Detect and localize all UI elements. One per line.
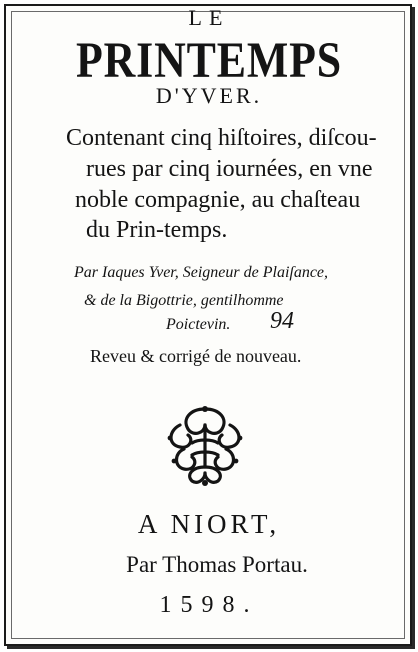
description-line-1: Contenant cinq hiſtoires, diſcou- [66, 125, 377, 151]
description-line-3: noble compagnie, au chaſteau [75, 187, 361, 213]
imprint-place: A NIORT, [137, 509, 281, 539]
revision-note: Reveu & corrigé de nouveau. [90, 346, 302, 366]
author-line-1: Par Iaques Yver, Seigneur de Plaiſance, [74, 264, 329, 281]
description-line-2: rues par cinq iournées, en vne [86, 156, 373, 182]
imprint-printer: Par Thomas Portau. [126, 552, 308, 577]
author-line-3: Poictevin. [166, 316, 231, 333]
author-line-2: & de la Bigottrie, gentilhomme [84, 292, 284, 309]
subtitle: D'YVER. [155, 83, 263, 108]
title-kicker: LE [188, 5, 230, 30]
description-line-4: du Prin-temps. [86, 217, 228, 243]
printer-fleuron-ornament-icon [160, 405, 250, 487]
imprint-year: 1598. [159, 592, 259, 618]
main-title: PRINTEMPS [75, 33, 343, 89]
handwritten-note: 94 [270, 308, 294, 334]
